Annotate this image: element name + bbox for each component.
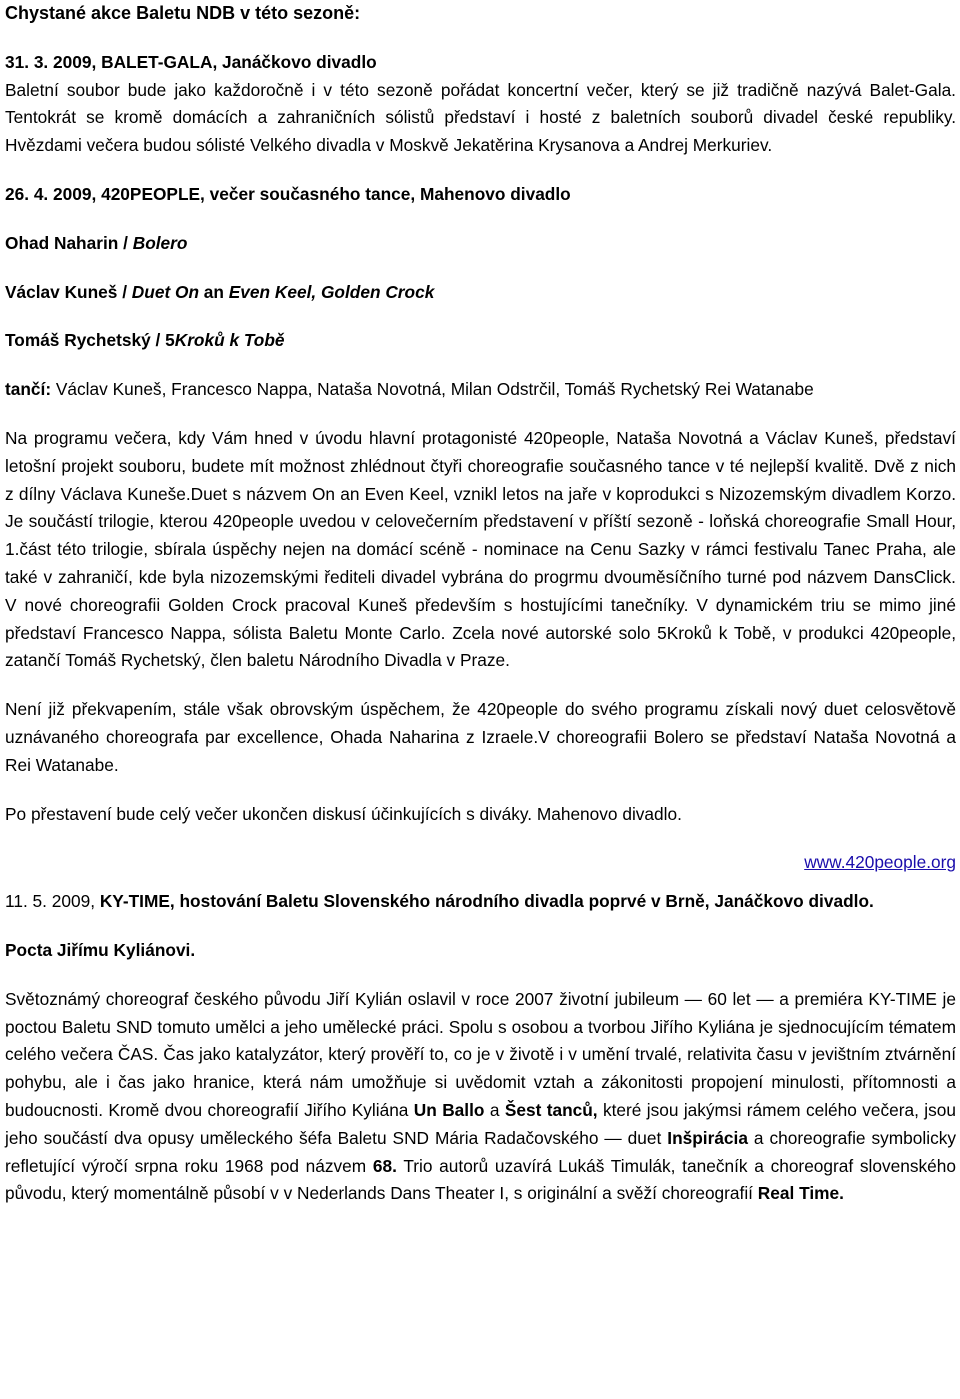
work-title: Bolero [132, 232, 188, 253]
work-number: 5 [165, 330, 175, 351]
text-run: a [484, 1099, 505, 1120]
event-420people [5, 181, 956, 877]
event-date: 11. 5. 2009, [5, 891, 100, 912]
work-title: Even Keel, Golden Crock [228, 281, 435, 302]
work-title: 68. [372, 1155, 397, 1176]
event-description: Po přestavení bude celý večer ukončen diskusí účinkujících s diváky. Mahenovo divadlo. [5, 803, 682, 824]
work-title: Inšpirácia [667, 1127, 748, 1148]
event-description: Baletní soubor bude jako každoročně i v této sezoně pořádat koncertní večer, který se již tradičně nazývá Balet-Gala. Tentokrát se kromě domácích a zahraničních sólistů představí i hosté z baletních souborů divadel české republiky. Hvězdami večera budou sólisté Velkého divadla v Moskvě Jekatěrina Krysanova a Andrej Merkuriev. [5, 79, 956, 156]
work-title: Šest tanců, [504, 1099, 598, 1120]
event-subheading: Pocta Jiřímu Kyliánovi. [5, 939, 196, 960]
work-title: Real Time. [757, 1183, 844, 1204]
text-run: Světoznámý choreograf českého původu Jiří Kylián oslavil v roce 2007 životní jubileum — 60 let — a premiéra KY-TIME je poctou Baletu SND tomuto umělci a jeho umělecké práci. Spolu s osobou a tvorbou Jiřího Kyliána je sjednocujícím tématem celého večera ČAS. Čas jako katalyzátor, který prověří to, co je v životě i v umění trvalé, relativita času v jevištním ztvárnění pohybu, ale i čas jako hranice, která nám umožňuje si uvědomit vztah a zákonitosti propojení minulosti, přítomnosti a budoucnosti. Kromě dvou choreografií Jiřího Kyliána [5, 988, 956, 1120]
event-heading [5, 888, 956, 916]
work-title: Un Ballo [413, 1099, 485, 1120]
event-description: Na programu večera, kdy Vám hned v úvodu hlavní protagonisté 420people, Nataša Novotná a Václav Kuneš, představí letošní projekt souboru, budete mít možnost zhlédnout čtyři choreografie současného tance v té nejlepší kvalitě. Dvě z nich z dílny Václava Kuneše.Duet s názvem On an Even Keel, vznikl letos na jaře v koprodukci s Nizozemským divadlem Korzo. Je součástí trilogie, kterou 420people uvedou v celovečerním představení v příští sezoně - loňská choreografie Small Hour, 1.část této trilogie, sbírala úspěchy nejen na domácí scéně - nominace na Cenu Sazky v rámci festivalu Tanec Praha, ale také v zahraničí, kde byla nizozemskými řediteli divadel vybrána do progrmu dvouměsíčního turné pod názvem DansClick. V nové choreografii Golden Crock pracoval Kuneš především s hostujícími tanečníky. V dynamickém triu se mimo jiné představí Francesco Nappa, sólista Baletu Monte Carlo. Zcela nové autorské solo 5Kroků k Tobě, v produkci 420people, zatančí Tomáš Rychetský, člen baletu Národního Divadla v Praze. [5, 427, 956, 671]
text-run: Trio autorů uzavírá Lukáš Timulák, tanečník a choreograf slovenského původu, který momentálně působí v v Nederlands Dans Theater I, s originální a svěží choreografií [5, 1155, 956, 1204]
program-item-5kroku [5, 327, 956, 355]
event-description [5, 986, 956, 1208]
event-title: KY-TIME, hostování Baletu Slovenského národního divadla poprvé v Brně, Janáčkovo divadlo. [99, 891, 874, 912]
event-heading: 31. 3. 2009, BALET-GALA, Janáčkovo divadlo [5, 51, 377, 72]
choreographer: Ohad Naharin / [5, 232, 133, 253]
choreographer: Tomáš Rychetský / [5, 330, 166, 351]
text-run: a choreografie symbolicky refletující výročí srpna roku 1968 pod názvem [5, 1127, 956, 1176]
website-link[interactable]: www.420people.org [804, 852, 956, 873]
program-item-duet [5, 279, 956, 307]
text-run: které jsou jakýmsi rámem celého večera, jsou jeho součástí dva opusy uměleckého šéfa Baletu SND Mária Radačovského — duet [5, 1099, 956, 1148]
work-title: Duet On [131, 281, 199, 302]
dancers-line [5, 376, 956, 404]
event-description: Není již překvapením, stále však obrovským úspěchem, že 420people do svého programu získali nový duet celosvětově uznávaného choreografa par excellence, Ohada Naharina z Izraele.V choreografii Bolero se představí Nataša Novotná a Rei Watanabe. [5, 699, 956, 775]
event-balet-gala [5, 49, 956, 160]
page-title: Chystané akce Baletu NDB v této sezoně: [5, 3, 361, 23]
dancers-label: tančí: [5, 379, 52, 400]
program-item-bolero [5, 230, 956, 258]
work-title: Kroků k Tobě [174, 330, 285, 351]
event-heading: 26. 4. 2009, 420PEOPLE, večer současného tance, Mahenovo divadlo [5, 183, 571, 204]
event-ky-time [5, 888, 956, 1208]
dancers-list: Václav Kuneš, Francesco Nappa, Nataša Novotná, Milan Odstrčil, Tomáš Rychetský Rei Watanabe [51, 379, 814, 400]
choreographer: Václav Kuneš / [5, 281, 132, 302]
work-title-connector: an [199, 281, 229, 302]
